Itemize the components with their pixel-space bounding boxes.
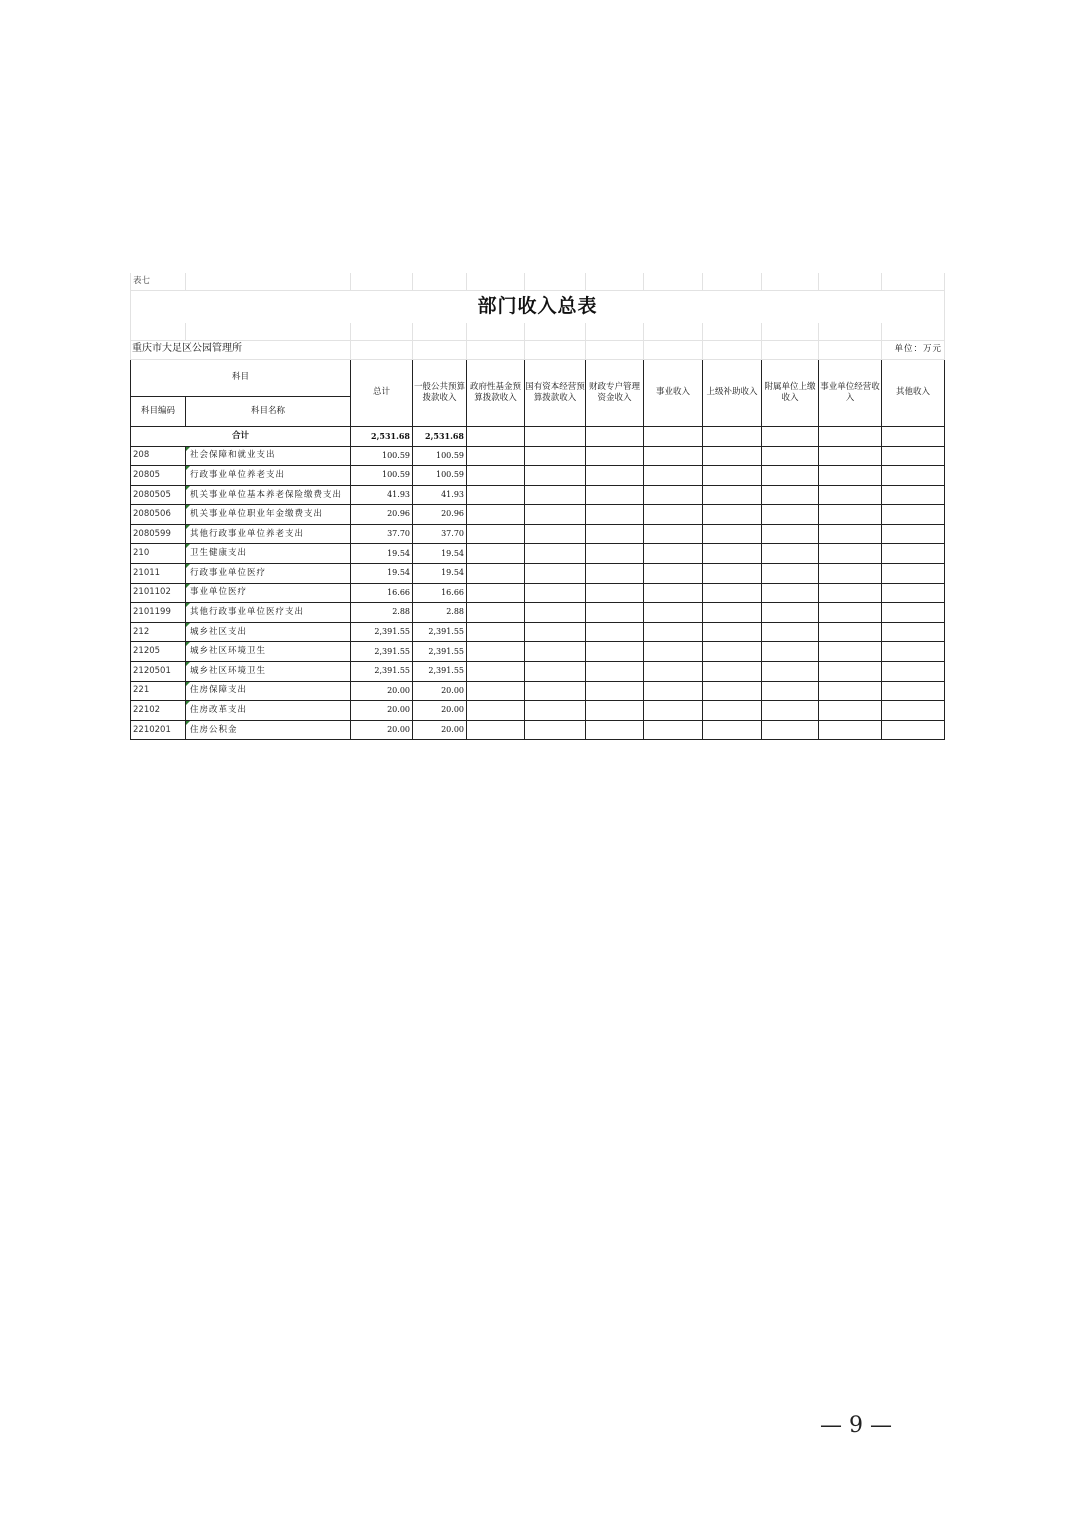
table-row [131,466,945,486]
total-value: 41.93 [351,485,413,505]
header-business-income: 事业收入 [644,359,703,426]
subject-name: 机关事业单位职业年金缴费支出 [186,505,351,525]
subject-name: 行政事业单位医疗 [186,564,351,584]
table-row [131,662,945,682]
total-value: 20.00 [351,701,413,721]
header-subject-code: 科目编码 [131,396,186,426]
subject-code: 21011 [131,564,186,584]
general-budget-value: 19.54 [413,544,467,564]
subject-code: 2080599 [131,524,186,544]
header-subject: 科目 [131,359,351,396]
general-budget-value: 19.54 [413,564,467,584]
table-row [131,524,945,544]
subject-code: 212 [131,622,186,642]
subject-code: 2210201 [131,720,186,740]
subject-code: 210 [131,544,186,564]
subject-code: 2101199 [131,603,186,623]
header-operating-income: 事业单位经营收入 [819,359,882,426]
total-value: 37.70 [351,524,413,544]
subject-code: 20805 [131,466,186,486]
total-value: 20.96 [351,505,413,525]
table-row [131,681,945,701]
table-row [131,603,945,623]
subject-code: 2080505 [131,485,186,505]
general-budget-value: 20.96 [413,505,467,525]
page-number: — 9 — [820,1413,892,1438]
header-subject-name: 科目名称 [186,396,351,426]
total-value: 20.00 [351,681,413,701]
total-row-total: 2,531.68 [351,426,413,446]
total-row-general: 2,531.68 [413,426,467,446]
header-affiliated-turnover: 附属单位上缴收入 [762,359,819,426]
table-row [131,564,945,584]
subject-name: 其他行政事业单位养老支出 [186,524,351,544]
table-row [131,720,945,740]
total-value: 100.59 [351,466,413,486]
table-row [131,505,945,525]
header-gov-fund: 政府性基金预算拨款收入 [467,359,525,426]
subject-name: 社会保障和就业支出 [186,446,351,466]
table-title: 部门收入总表 [131,290,945,323]
subject-name: 卫生健康支出 [186,544,351,564]
table-row [131,701,945,721]
general-budget-value: 41.93 [413,485,467,505]
subject-name: 行政事业单位养老支出 [186,466,351,486]
unit-name: 重庆市大足区公园管理所 [131,340,351,359]
general-budget-value: 100.59 [413,466,467,486]
general-budget-value: 2,391.55 [413,662,467,682]
general-budget-value: 2,391.55 [413,642,467,662]
general-budget-value: 2,391.55 [413,622,467,642]
general-budget-value: 100.59 [413,446,467,466]
header-fiscal-special: 财政专户管理资金收入 [586,359,644,426]
header-general-budget: 一般公共预算拨款收入 [413,359,467,426]
total-value: 2,391.55 [351,622,413,642]
general-budget-value: 20.00 [413,681,467,701]
total-row-label: 合计 [131,426,351,446]
total-value: 2.88 [351,603,413,623]
subject-name: 城乡社区环境卫生 [186,642,351,662]
header-other-income: 其他收入 [882,359,945,426]
subject-code: 22102 [131,701,186,721]
header-state-capital: 国有资本经营预算拨款收入 [525,359,586,426]
table-row [131,446,945,466]
table-row [131,642,945,662]
unit-label: 单位：万元 [882,340,945,359]
general-budget-value: 2.88 [413,603,467,623]
department-income-table [130,273,945,740]
subject-name: 事业单位医疗 [186,583,351,603]
subject-code: 2080506 [131,505,186,525]
header-superior-subsidy: 上级补助收入 [703,359,762,426]
total-value: 16.66 [351,583,413,603]
general-budget-value: 20.00 [413,701,467,721]
table-body [131,446,945,740]
total-value: 2,391.55 [351,642,413,662]
subject-code: 208 [131,446,186,466]
total-value: 2,391.55 [351,662,413,682]
subject-name: 城乡社区环境卫生 [186,662,351,682]
total-value: 20.00 [351,720,413,740]
general-budget-value: 20.00 [413,720,467,740]
total-value: 100.59 [351,446,413,466]
subject-code: 2120501 [131,662,186,682]
total-value: 19.54 [351,544,413,564]
table-label: 表七 [131,273,186,290]
table-row [131,622,945,642]
subject-code: 2101102 [131,583,186,603]
subject-code: 21205 [131,642,186,662]
general-budget-value: 16.66 [413,583,467,603]
subject-code: 221 [131,681,186,701]
table-row [131,485,945,505]
subject-name: 住房改革支出 [186,701,351,721]
subject-name: 其他行政事业单位医疗支出 [186,603,351,623]
subject-name: 机关事业单位基本养老保险缴费支出 [186,485,351,505]
total-value: 19.54 [351,564,413,584]
table-row [131,544,945,564]
subject-name: 城乡社区支出 [186,622,351,642]
subject-name: 住房公积金 [186,720,351,740]
table-row [131,583,945,603]
subject-name: 住房保障支出 [186,681,351,701]
header-total: 总计 [351,359,413,426]
general-budget-value: 37.70 [413,524,467,544]
